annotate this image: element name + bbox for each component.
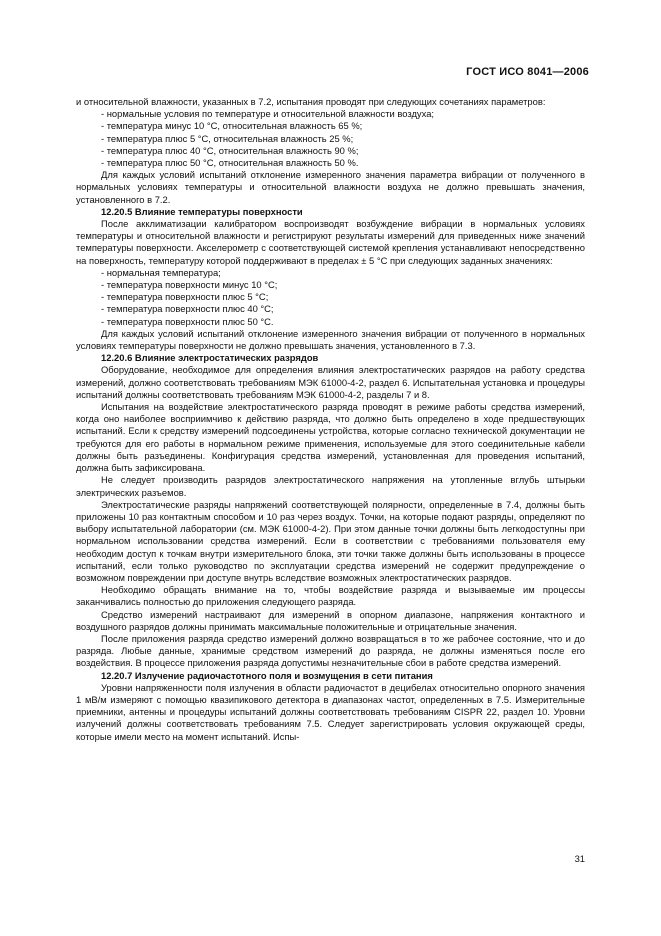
list-item: - температура поверхности плюс 50 °С. xyxy=(101,315,274,327)
paragraph: После приложения разряда средство измерений должно возвращаться в то же рабочее состояние, что и до разряда. Любые данные, хранимые средством измерений до разряда, не должны изменяться после его воздействия. В процессе приложения разряда допустимы незначительные сбои в работе средства измерений. xyxy=(76,632,585,669)
list-item: - температура поверхности плюс 5 °С; xyxy=(101,291,269,303)
section-heading: 12.20.7 Излучение радиочастотного поля и возмущения в сети питания xyxy=(101,669,433,681)
list-item: - температура плюс 40 °С, относительная влажность 90 %; xyxy=(101,144,359,156)
list-item: - температура поверхности плюс 40 °С; xyxy=(101,303,274,315)
document-standard-id: ГОСТ ИСО 8041—2006 xyxy=(466,66,589,78)
list-item: - температура поверхности минус 10 °С; xyxy=(101,279,278,291)
paragraph-continuation: и относительной влажности, указанных в 7.2, испытания проводят при следующих сочетаниях параметров: xyxy=(76,96,546,107)
list-item: - нормальная температура; xyxy=(101,266,221,278)
paragraph: Для каждых условий испытаний отклонение измеренного значения параметра вибрации от полученного в нормальных условиях температуры и относительной влажности воздуха не должно превышать значения, установленного в 7.2. xyxy=(76,169,585,205)
paragraph: Испытания на воздействие электростатического разряда проводят в режиме работы средства измерений, когда оно наиболее восприимчиво к действию разряда, что должно быть определено в ходе предшествующих испытаний. Если к средству измерений подсоединены устройства, которые согласно технической документации не требуются для его работы в нормальном режиме применения, используемые для этого соединительные кабели должны быть разъединены. Конфигурация средства измерений, установленная для проведения испытаний, должна быть зафиксирована. xyxy=(76,401,585,474)
paragraph: После акклиматизации калибратором воспроизводят возбуждение вибрации в нормальных условиях температуры и относительной влажности и регистрируют результаты измерений для приведенных ниже значений температуры поверхности. Акселерометр с соответствующей системой крепления устанавливают непосредственно на поверхность, температуру которой поддерживают в пределах ± 5 °С при следующих заданных значениях: xyxy=(76,218,585,266)
paragraph: Средство измерений настраивают для измерений в опорном диапазоне, напряжения контактного и воздушного разрядов должны принимать максимальные положительные и отрицательные значения. xyxy=(76,608,585,632)
list-item: - температура минус 10 °С, относительная влажность 65 %; xyxy=(101,120,363,132)
paragraph: Оборудование, необходимое для определения влияния электростатических разрядов на работу средства измерений, должно соответствовать требованиям МЭК 61000-4-2, раздел 6. Испытательная установка и процедуры испытаний должны соответствовать требованиям МЭК 61000-4-2, разделы 7 и 8. xyxy=(76,364,585,400)
list-item: - нормальные условия по температуре и относительной влажности воздуха; xyxy=(101,108,435,120)
document-body xyxy=(76,96,585,743)
paragraph: Необходимо обращать внимание на то, чтобы воздействие разряда и вызываемые им процессы заканчивались полностью до приложения следующего разряда. xyxy=(76,584,585,608)
page-number: 31 xyxy=(574,853,585,864)
section-heading: 12.20.5 Влияние температуры поверхности xyxy=(101,205,303,217)
paragraph: Уровни напряженности поля излучения в области радиочастот в децибелах относительно опорного значения 1 мВ/м измеряют с помощью квазипикового детектора в диапазонах частот, определенных в 7.5. Измерительные приемники, антенны и процедуры испытаний должны соответствовать требованиям CISPR 22, раздел 10. Уровни излучений должны соответствовать требованиям 7.5. Следует зарегистрировать условия окружающей среды, которые имели место на момент испытаний. Испы- xyxy=(76,681,585,742)
paragraph: Не следует производить разрядов электростатического напряжения на утопленные вглубь штырьки электрических разъемов. xyxy=(76,474,585,498)
section-heading: 12.20.6 Влияние электростатических разрядов xyxy=(101,352,319,364)
paragraph: Электростатические разряды напряжений соответствующей полярности, определенные в 7.4, должны быть приложены 10 раз контактным способом и 10 раз через воздух. Точки, на которые подают разряды, определяют по выбору испытательной лаборатории (см. МЭК 61000-4-2). При этом данные точки должны быть легкодоступны при нормальном использовании средства измерений. Если в соответствии с требованиями пользователя ему необходим доступ к точкам внутри измерительного блока, эти точки также должны быть использованы в процессе испытаний, если только руководство по эксплуатации средства измерений не содержит предупреждение о возможном повреждении при доступе внутрь вследствие возможных электростатических разрядов. xyxy=(76,498,585,583)
paragraph: Для каждых условий испытаний отклонение измеренного значения вибрации от полученного в нормальных условиях температуры поверхности не должно превышать значения, установленного в 7.3. xyxy=(76,327,585,352)
list-item: - температура плюс 5 °С, относительная влажность 25 %; xyxy=(101,132,354,144)
list-item: - температура плюс 50 °С, относительная влажность 50 %. xyxy=(101,157,359,169)
